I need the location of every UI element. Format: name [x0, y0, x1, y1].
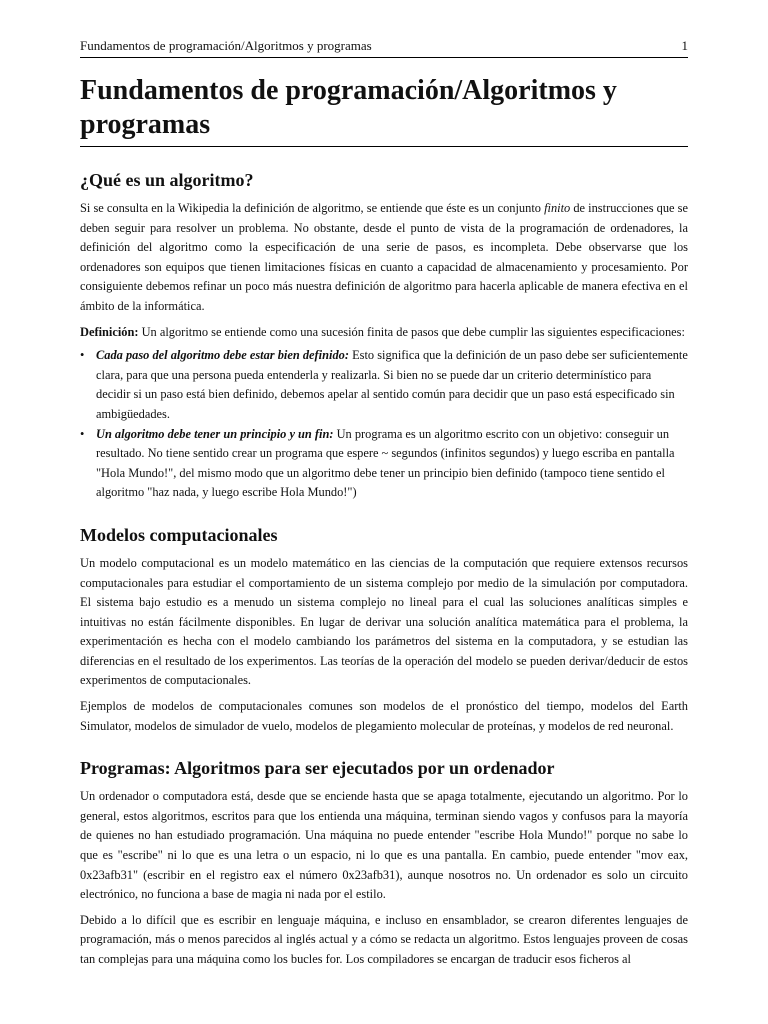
- text-run: Un programa es un algoritmo escrito con un objetivo: conseguir un resultado. No tiene sentido crear un programa que espere ~ segundos (infinitos segundos) y luego escriba en pantalla "Hola Mundo!", del mismo modo que un algoritmo debe tener un principio bien definido (tampoco tiene sentido el algoritmo "haz nada, y luego escribe Hola Mundo!"): [96, 426, 675, 500]
- section-heading-modelos: Modelos computacionales: [80, 524, 278, 545]
- definition-paragraph: [80, 323, 688, 343]
- list-item: [80, 346, 688, 424]
- bullet-icon: •: [80, 426, 85, 441]
- bullet-lead: Cada paso del algoritmo debe estar bien definido:: [96, 348, 349, 363]
- bullet-list: [80, 346, 688, 503]
- text-run: de instrucciones que se deben seguir para resolver un problema. No obstante, desde el punto de vista de la programación de ordenadores, la definición del algoritmo como la especificación de una serie de pasos, es incompleta. Debe observarse que los ordenadores son equipos que tienen limitaciones físicas en cuanto a capacidad de almacenamiento y procesamiento. Por consiguiente debemos refinar un poco más nuestra definición de algoritmo para hacerla aplicable de manera efectiva en el ámbito de la informática.: [80, 201, 688, 313]
- paragraph: Debido a lo difícil que es escribir en lenguaje máquina, e incluso en ensamblador, se crearon diferentes lenguajes de programación, más o menos parecidos al inglés actual y a cómo se redacta un algoritmo. Estos lenguajes proveen de cosas tan complejas para una máquina como los bucles for. Los compiladores se encargan de traducir esos ficheros al: [80, 912, 688, 966]
- section-heading-programas: Programas: Algoritmos para ser ejecutados por un ordenador: [80, 758, 555, 779]
- running-header: [80, 38, 688, 58]
- paragraph: Un ordenador o computadora está, desde que se enciende hasta que se apaga totalmente, ejecutando un algoritmo. Por lo general, estos algoritmos, escritos para que los entienda una máquina, terminan siendo vagos y confusos para la mayoría de quienes no han estudiado programación. Una máquina no puede entender "escribe Hola Mundo!" porque no sabe lo que es "escribe" ni lo que es una letra o un espacio, ni lo que es una pantalla. En cambio, puede entender "mov eax, 0x23afb31" (escribir en el registro eax el número 0x23afb31), aunque nosotros no. Un ordenador es solo un circuito electrónico, no funciona a base de magia ni nada por el estilo.: [80, 789, 688, 902]
- bullet-lead: Un algoritmo debe tener un principio y un fin:: [96, 426, 334, 441]
- emphasis: finito: [544, 201, 571, 215]
- paragraph: Ejemplos de modelos de computacionales comunes son modelos de el pronóstico del tiempo, modelos del Earth Simulator, modelos de simulador de vuelo, modelos de plegamiento molecular de proteínas, y modelos de red neuronal.: [80, 699, 688, 733]
- text-run: Esto significa que la definición de un paso debe ser suficientemente clara, para que una persona pueda entenderla y realizarla. Si bien no se puede dar un criterio determinístico para decidir si un paso está bien definido, debemos apelar al sentido común para decidir que un paso está especificado sin ambigüedades.: [96, 348, 688, 421]
- paragraph: [80, 199, 688, 317]
- page-content: [80, 74, 688, 970]
- section-heading-algoritmo: ¿Qué es un algoritmo?: [80, 170, 254, 190]
- running-title: Fundamentos de programación/Algoritmos y programas: [80, 38, 372, 53]
- text-run: Si se consulta en la Wikipedia la definición de algoritmo, se entiende que éste es un conjunto: [80, 201, 545, 215]
- list-item: [80, 425, 688, 503]
- page-number: 1: [681, 38, 688, 53]
- page-title: Fundamentos de programación/Algoritmos y programas: [80, 74, 688, 147]
- text-run: Un algoritmo se entiende como una sucesión finita de pasos que debe cumplir las siguientes especificaciones:: [138, 324, 685, 339]
- bullet-icon: •: [80, 348, 85, 363]
- paragraph: Un modelo computacional es un modelo matemático en las ciencias de la computación que requiere extensos recursos computacionales para estudiar el comportamiento de un sistema complejo por medio de la simulación por computadora. El sistema bajo estudio es a menudo un sistema complejo no lineal para el cual las soluciones analíticas simples e intuitivas no están fácilmente disponibles. En lugar de derivar una solución analítica matemática para el problema, la experimentación es hecha con el modelo cambiando los parámetros del sistema en la computadora, y se estudian las diferencias en el resultado de los experimentos. Las teorías de la operación del modelo se pueden derivar/deducir de estos experimentos de computacionales.: [80, 555, 688, 688]
- definition-label: Definición:: [80, 324, 139, 339]
